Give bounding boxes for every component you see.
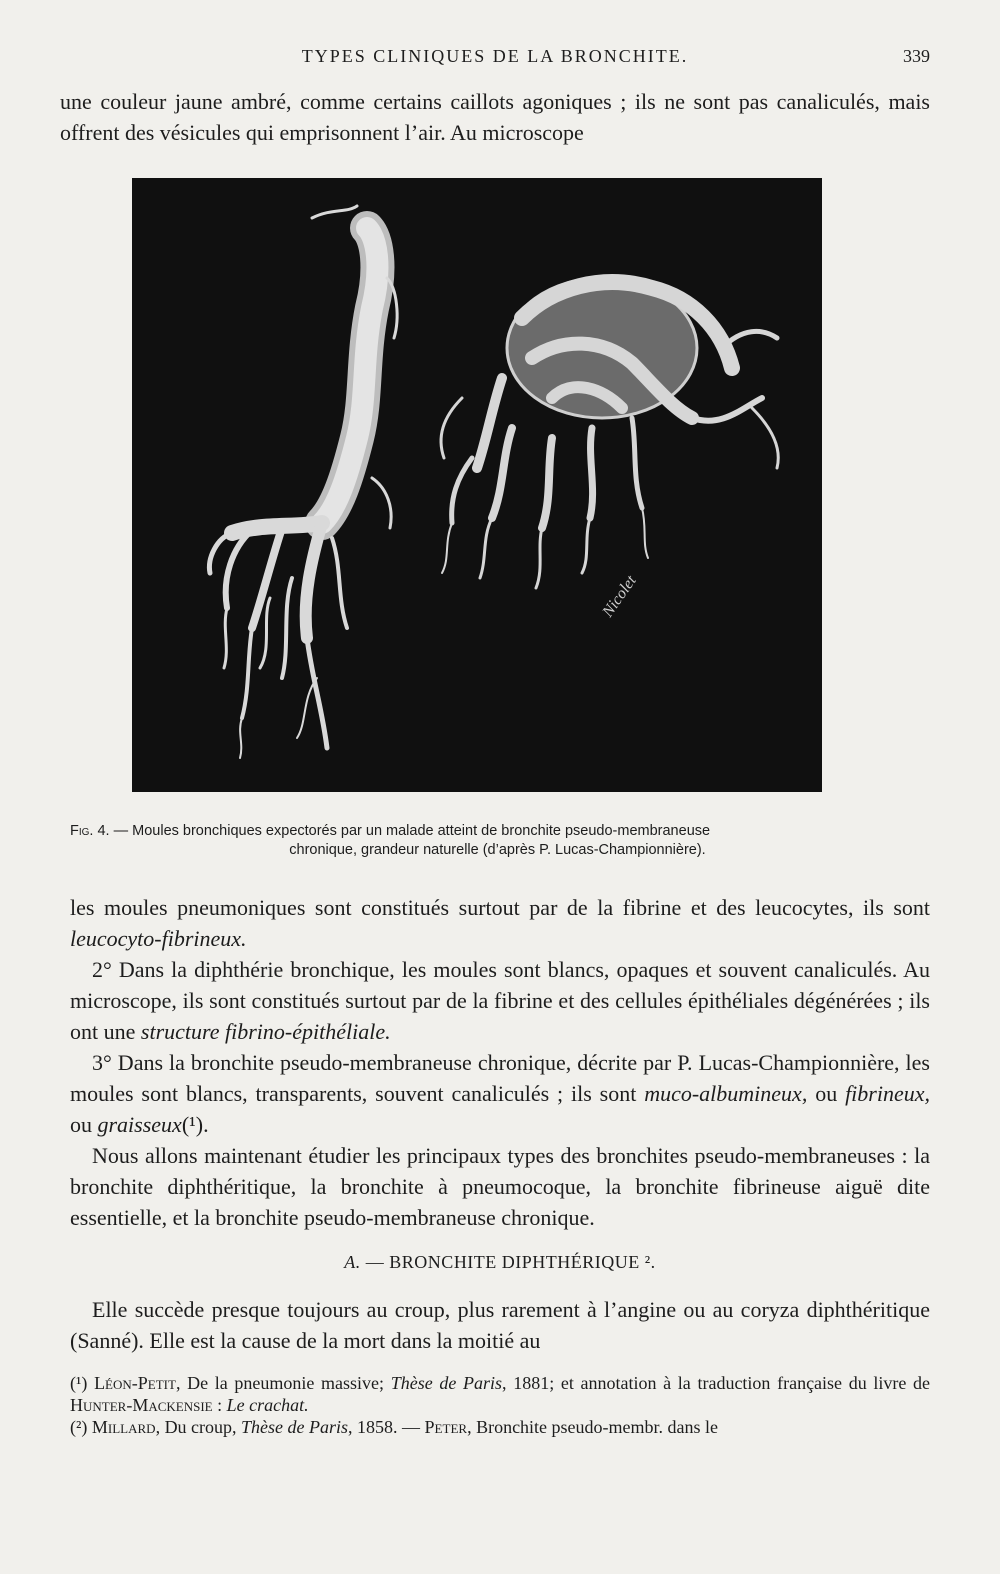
paragraph-2-italic: structure fibrino-épithéliale.	[140, 1019, 391, 1044]
footnote-1-mark: (¹)	[70, 1373, 95, 1393]
footnote-1-text-2: , 1881; et annotation à la traduction française du livre de	[502, 1373, 931, 1393]
section-title-text: — BRONCHITE DIPHTHÉRIQUE ².	[360, 1252, 656, 1272]
paragraph-3-italic-1: muco-albumineux,	[644, 1081, 808, 1106]
paragraph-3-italic-3: graisseux	[97, 1112, 182, 1137]
body-text	[70, 892, 930, 1356]
footnote-2-author: Millard	[91, 1417, 156, 1437]
paragraph-top: une couleur jaune ambré, comme certains caillots agoniques ; ils ne sont pas canaliculés, mais offrent des vésicules qui emprisonnent l’air. Au microscope	[60, 89, 930, 145]
footnote-2-author-2: Peter	[424, 1417, 468, 1437]
footnote-1-text-3: :	[212, 1395, 227, 1415]
page-header	[60, 46, 930, 76]
paragraph-5: Elle succède presque toujours au croup, plus rarement à l’angine ou au coryza diphthéritique (Sanné). Elle est la cause de la mort dans la moitié au	[70, 1297, 930, 1353]
bronchial-casts-illustration	[132, 178, 822, 792]
footnote-2-text-3: , Bronchite pseudo-membr. dans le	[467, 1417, 719, 1437]
footnote-2	[70, 1416, 930, 1438]
running-title: TYPES CLINIQUES DE LA BRONCHITE.	[301, 46, 689, 66]
footnote-1	[70, 1372, 930, 1416]
paragraph-3	[70, 1047, 930, 1140]
paragraph-1	[70, 892, 930, 954]
footnotes	[70, 1372, 930, 1438]
paragraph-3-italic-2: fibrineux,	[845, 1081, 930, 1106]
paragraph-2-text: 2° Dans la diphthérie bronchique, les moules sont blancs, opaques et souvent canaliculés. Au microscope, ils sont constitués surtout par de la fibrine et des cellules épithéliales dégénérées ; ils ont une	[70, 957, 930, 1044]
caption-line-1: — Moules bronchiques expectorés par un malade atteint de bronchite pseudo-membraneuse	[109, 823, 711, 839]
footnote-2-mark: (²)	[70, 1417, 92, 1437]
figure-label: Fig. 4.	[70, 823, 110, 839]
paragraph-4: Nous allons maintenant étudier les principaux types des bronchites pseudo-membraneuses : la bronchite diphthéritique, la bronchite à pneumocoque, la bronchite fibrineuse aiguë dite essentielle, et la bronchite pseudo-membraneuse chronique.	[70, 1143, 930, 1230]
footnote-1-italic-2: Le crachat.	[226, 1395, 309, 1415]
paragraph-1-italic: leucocyto-fibrineux.	[70, 926, 247, 951]
section-letter: A.	[344, 1252, 361, 1272]
section-title	[70, 1247, 930, 1278]
page-number: 339	[903, 46, 930, 66]
footnote-ref-1: (¹).	[181, 1112, 209, 1137]
footnote-1-author-2: Hunter-Mackensie	[70, 1395, 213, 1415]
paragraph-3-sep-1: ou	[807, 1081, 846, 1106]
footnote-1-italic-1: Thèse de Paris	[390, 1373, 503, 1393]
footnote-1-author: Léon-Petit	[94, 1373, 176, 1393]
paragraph-3-sep-2: ou	[70, 1112, 98, 1137]
paragraph-3-text: 3° Dans la bronchite pseudo-membraneuse chronique, décrite par P. Lucas-Championnière, les moules sont blancs, transparents, souvent canaliculés ; ils sont	[70, 1050, 930, 1106]
figure-bronchial-casts	[132, 178, 822, 792]
footnote-1-text-1: , De la pneumonie massive;	[175, 1373, 391, 1393]
paragraph-1-text: les moules pneumoniques sont constitués surtout par de la fibrine et des leucocytes, ils sont	[70, 895, 930, 920]
footnote-2-text-1: , Du croup,	[155, 1417, 242, 1437]
footnote-2-text-2: , 1858. —	[348, 1417, 425, 1437]
footnote-2-italic-1: Thèse de Paris	[241, 1417, 349, 1437]
figure-caption	[70, 822, 925, 860]
artist-signature: Nicolet	[599, 572, 640, 621]
paragraph-2	[70, 954, 930, 1047]
caption-line-2: chronique, grandeur naturelle (d’après P. Lucas-Championnière).	[289, 842, 706, 858]
